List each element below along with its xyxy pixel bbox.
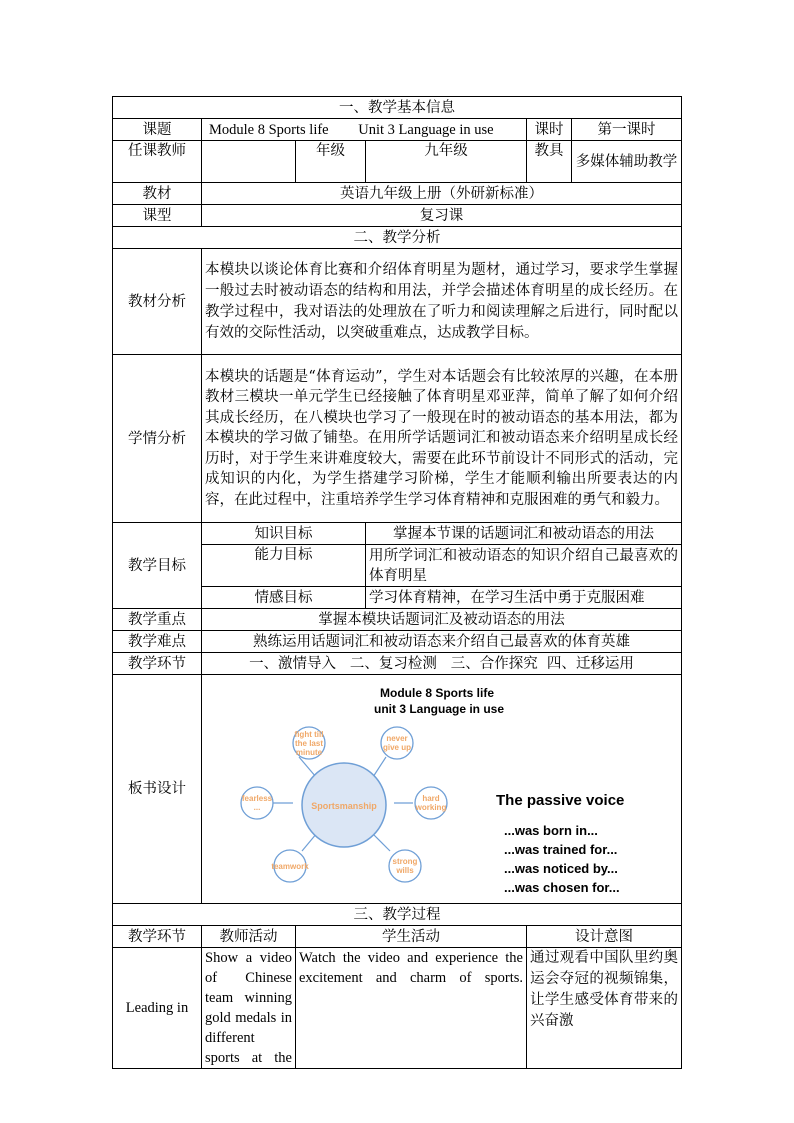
- textbook-value: 英语九年级上册（外研新标准）: [202, 183, 682, 205]
- header-step: 教学环节: [113, 926, 202, 948]
- passive-item: ...was born in...: [504, 823, 598, 838]
- aids-label: 教具: [527, 141, 572, 183]
- section-analysis-row: [113, 227, 682, 249]
- difficulty-text: 熟练运用话题词汇和被动语态来介绍自己最喜欢的体育英雄: [202, 631, 682, 653]
- node-line: fight till: [294, 730, 324, 739]
- teacher-value: [202, 141, 296, 183]
- process-row: [113, 948, 682, 1069]
- aids-value: 多媒体辅助教学: [572, 141, 682, 183]
- board-label: 板书设计: [113, 675, 202, 904]
- type-label: 课型: [113, 205, 202, 227]
- steps-text: 一、激情导入 二、复习检测 三、合作探究 四、迁移运用: [202, 653, 682, 675]
- material-label: 教材分析: [113, 249, 202, 355]
- node-never-give-up: [381, 727, 413, 759]
- teacher-row: [113, 141, 682, 183]
- grade-label: 年级: [296, 141, 366, 183]
- goals-label: 教学目标: [113, 523, 202, 609]
- period-label: 课时: [527, 119, 572, 141]
- lesson-plan-table: [112, 96, 682, 1069]
- node-line: give up: [382, 743, 412, 752]
- goal-ability-text: 用所学词汇和被动语态的知识介绍自己最喜欢的体育明星: [366, 545, 682, 587]
- topic-label: 课题: [113, 119, 202, 141]
- material-analysis-row: [113, 249, 682, 355]
- focus-text: 掌握本模块话题词汇及被动语态的用法: [202, 609, 682, 631]
- node-line: fearless: [241, 794, 273, 803]
- node-line: teamwork: [271, 862, 309, 871]
- node-line: minute: [295, 748, 323, 757]
- difficulty-label: 教学难点: [113, 631, 202, 653]
- focus-label: 教学重点: [113, 609, 202, 631]
- difficulty-row: [113, 631, 682, 653]
- goal-emotion-label: 情感目标: [202, 587, 366, 609]
- student-analysis-row: [113, 355, 682, 523]
- node-strong-wills: [389, 850, 421, 882]
- textbook-row: [113, 183, 682, 205]
- focus-row: [113, 609, 682, 631]
- node-line: the last: [294, 739, 324, 748]
- mind-map-line: [372, 833, 390, 851]
- board-title-unit: unit 3 Language in use: [374, 702, 505, 716]
- period-value: 第一课时: [572, 119, 682, 141]
- node-line: strong: [392, 857, 418, 866]
- passive-item: ...was noticed by...: [504, 861, 618, 876]
- goal-emotion-text: 学习体育精神，在学习生活中勇于克服困难: [366, 587, 682, 609]
- student-text: 本模块的话题是“体育运动”，学生对本话题会有比较浓厚的兴趣，在本册教材三模块一单元学生已经接触了体育明星邓亚萍，简单了解了如何介绍其成长经历，在八模块也学习了一般现在时的被动语态的基本用法，都为本模块的学习做了铺垫。在用所学话题词汇和被动语态来介绍明星成长经历时，对于学生来讲难度较大，需要在此环节前设计不同形式的活动，完成知识的内化，为学生搭建学习阶梯，学生才能顺利输出所要表达的内容，在此过程中，注重培养学生学习体育精神和克服困难的勇气和毅力。: [202, 355, 682, 523]
- board-design-area: [202, 675, 682, 904]
- section-basic-info-row: [113, 97, 682, 119]
- node-line: ...: [253, 803, 261, 812]
- process-teacher: Show a video of Chinese team winning gold medals in different sports at the: [202, 948, 296, 1069]
- node-line: working: [415, 803, 447, 812]
- header-teacher: 教师活动: [202, 926, 296, 948]
- section-title: 三、教学过程: [113, 904, 682, 926]
- node-line: wills: [396, 866, 414, 875]
- node-hard-working: [415, 787, 447, 819]
- topic-value: [202, 119, 527, 141]
- goal-ability-label: 能力目标: [202, 545, 366, 587]
- topic-row: [113, 119, 682, 141]
- node-teamwork: [271, 850, 309, 882]
- steps-label: 教学环节: [113, 653, 202, 675]
- goal-knowledge-text: 掌握本节课的话题词汇和被动语态的用法: [366, 523, 682, 545]
- header-student: 学生活动: [296, 926, 527, 948]
- lesson-type-row: [113, 205, 682, 227]
- passive-item: ...was chosen for...: [504, 880, 620, 895]
- goal-knowledge-label: 知识目标: [202, 523, 366, 545]
- material-text: 本模块以谈论体育比赛和介绍体育明星为题材，通过学习，要求学生掌握一般过去时被动语态的结构和用法，并学会描述体育明星的成长经历。在教学过程中，我对语法的处理放在了听力和阅读理解之后进行，同时配以有效的交际性活动，以突破重难点，达成教学目标。: [202, 249, 682, 355]
- teacher-label: 任课教师: [113, 141, 202, 183]
- board-title-module: Module 8 Sports life: [380, 686, 495, 700]
- steps-row: [113, 653, 682, 675]
- process-student: Watch the video and experience the excitement and charm of sports.: [296, 948, 527, 1069]
- process-step: Leading in: [113, 948, 202, 1069]
- type-value: 复习课: [202, 205, 682, 227]
- textbook-label: 教材: [113, 183, 202, 205]
- node-line: hard: [422, 794, 440, 803]
- node-line: never: [386, 734, 408, 743]
- section-title: 二、教学分析: [113, 227, 682, 249]
- mind-map-line: [299, 757, 316, 777]
- node-fearless: [241, 787, 273, 819]
- topic-module: Module 8 Sports life: [209, 121, 329, 138]
- grade-value: 九年级: [366, 141, 527, 183]
- header-purpose: 设计意图: [527, 926, 682, 948]
- section-title: 一、教学基本信息: [113, 97, 682, 119]
- section-process-row: [113, 904, 682, 926]
- goal-knowledge-row: [113, 523, 682, 545]
- passive-item: ...was trained for...: [504, 842, 618, 857]
- process-purpose: 通过观看中国队里约奥运会夺冠的视频锦集，让学生感受体育带来的兴奋激: [527, 948, 682, 1069]
- process-header-row: [113, 926, 682, 948]
- center-label: Sportsmanship: [311, 801, 377, 811]
- passive-voice-title: The passive voice: [496, 792, 625, 809]
- mind-map-line: [373, 757, 386, 777]
- node-fight-till-last-minute: [293, 727, 325, 759]
- board-design-row: [113, 675, 682, 904]
- topic-unit: Unit 3 Language in use: [358, 121, 494, 138]
- student-label: 学情分析: [113, 355, 202, 523]
